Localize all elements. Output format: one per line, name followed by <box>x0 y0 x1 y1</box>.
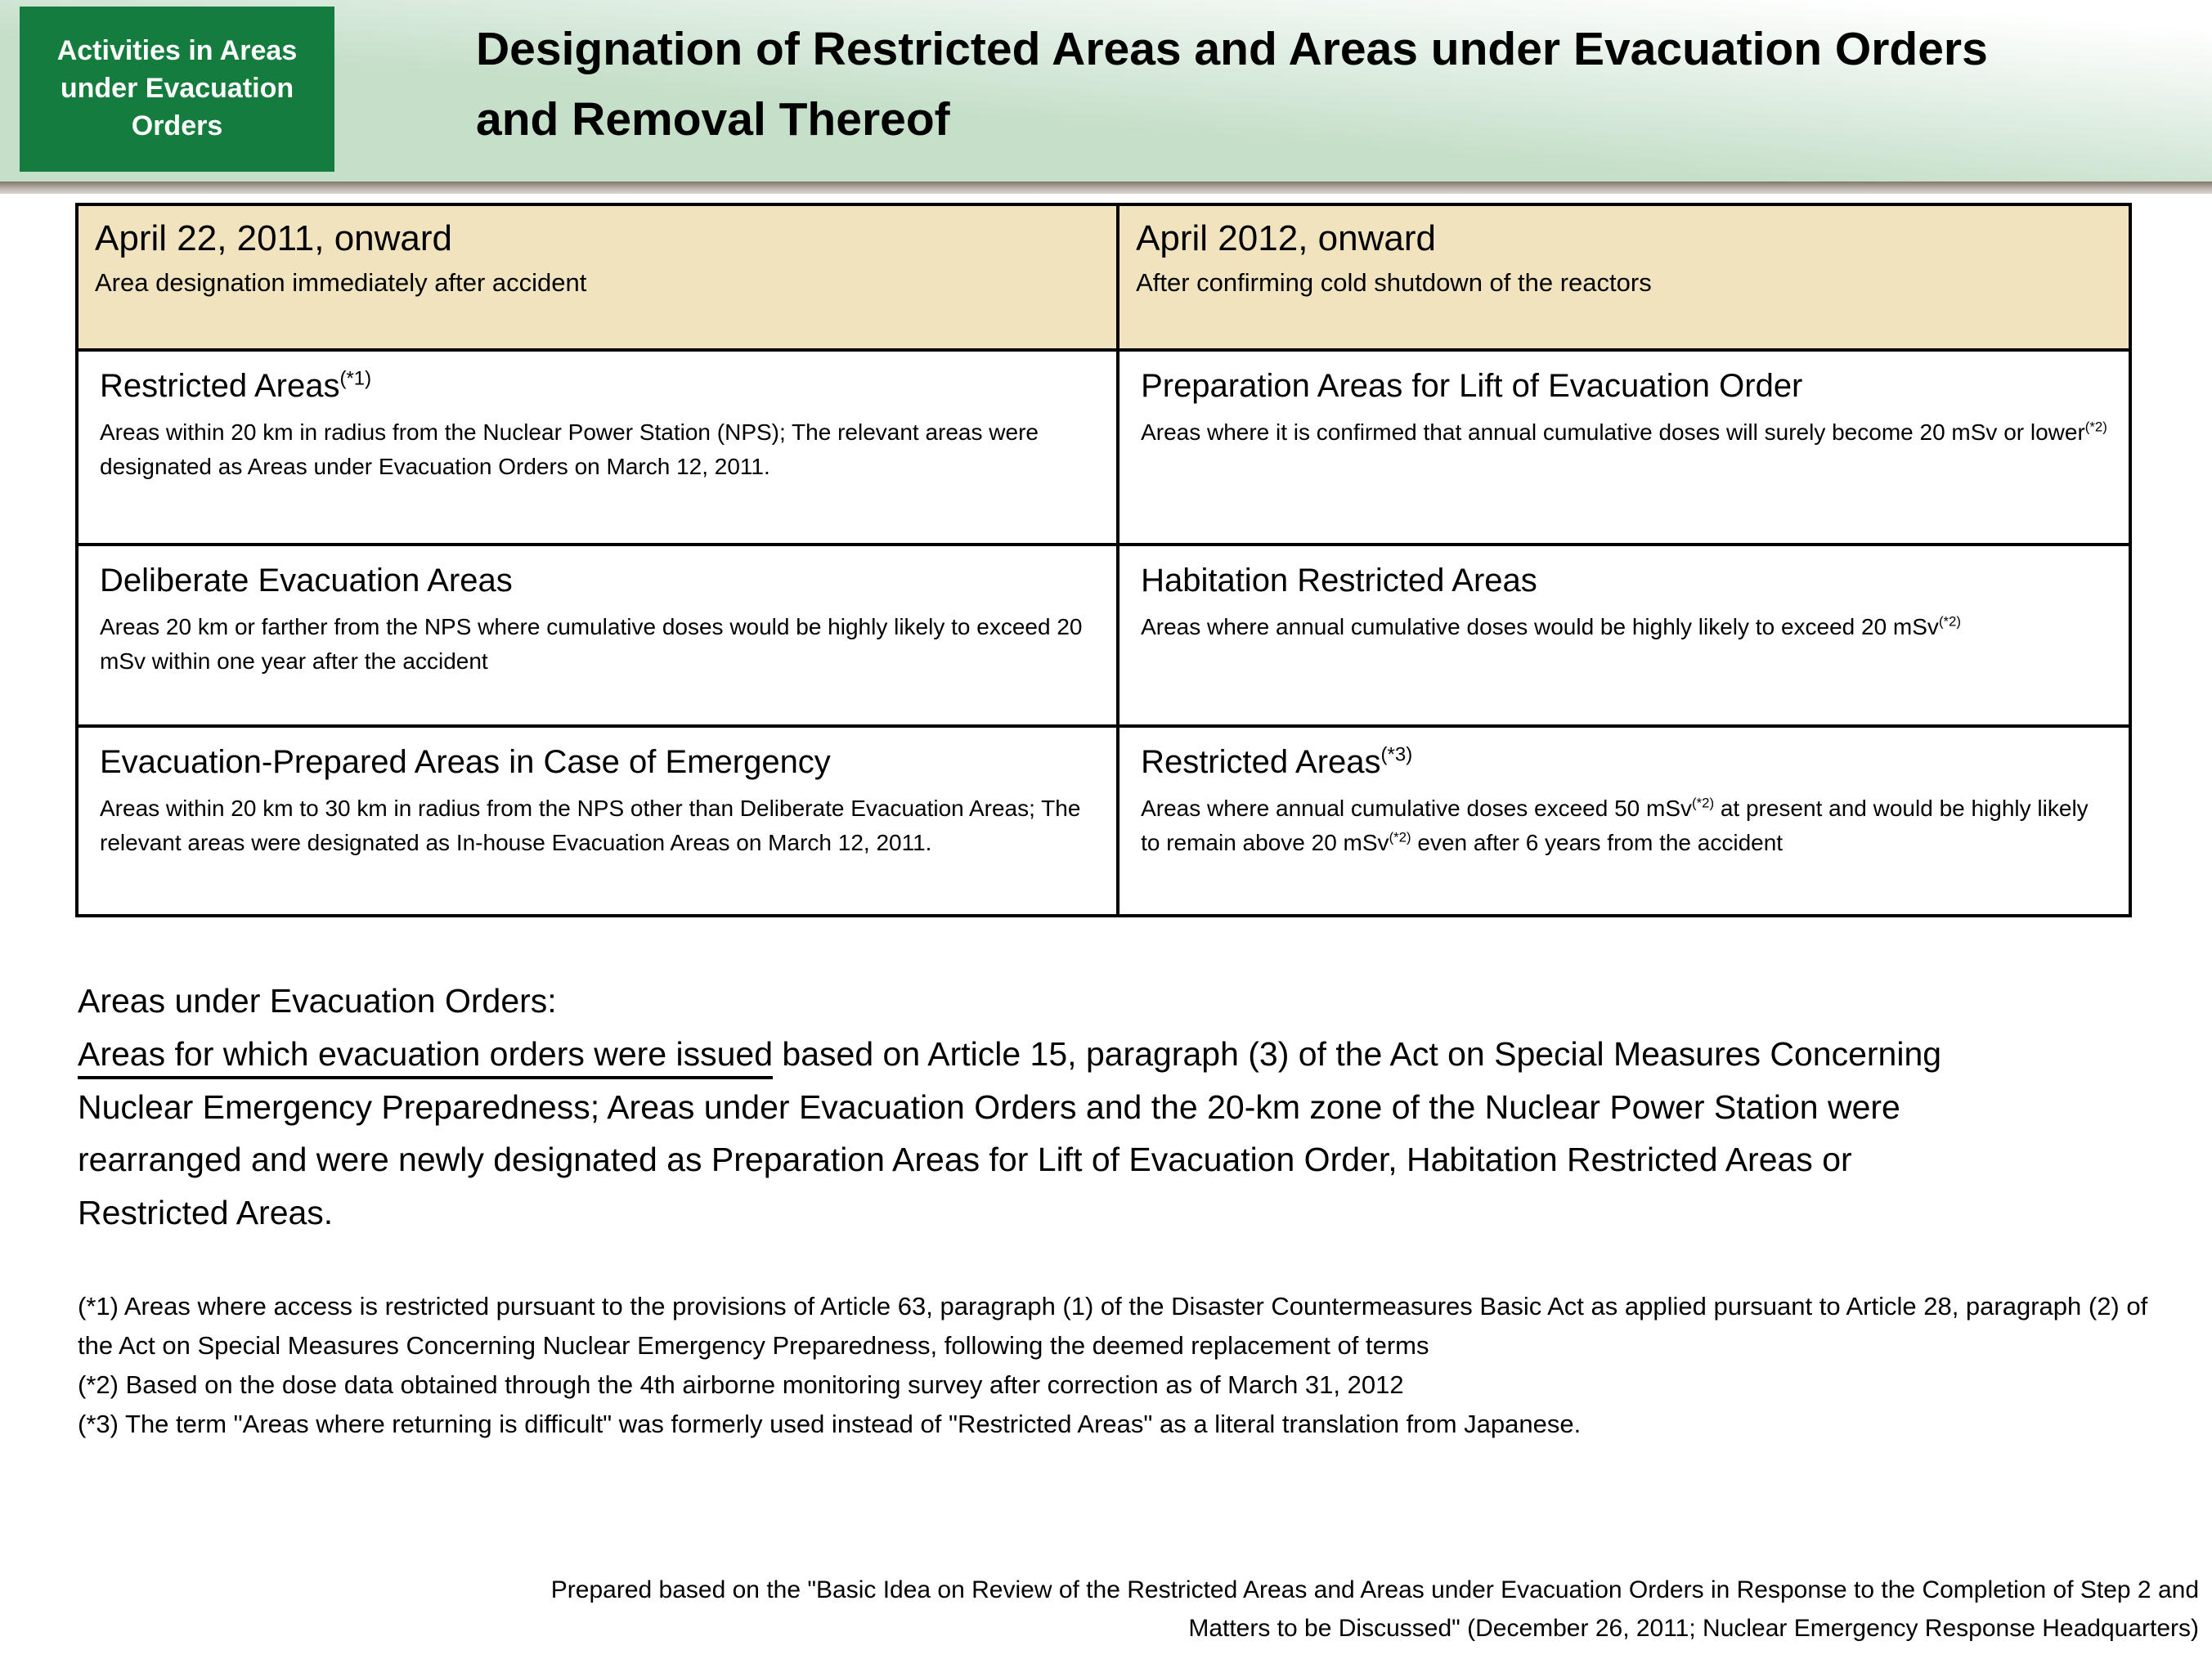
column-header-april-2012 <box>1118 204 2130 350</box>
area-description: Areas 20 km or farther from the NPS where cumulative doses would be highly likely to exceed 20 mSv within one year after the accident <box>100 614 1083 674</box>
area-title: Preparation Areas for Lift of Evacuation Order <box>1141 368 1803 404</box>
area-designation-table <box>75 203 2132 917</box>
table-row <box>77 545 2130 726</box>
banner-shadow-divider <box>0 182 2212 194</box>
definition-heading: Areas under Evacuation Orders: <box>78 982 557 1020</box>
cell-habitation-restricted-areas <box>1118 545 2130 726</box>
area-title: Evacuation-Prepared Areas in Case of Emergency <box>100 744 831 780</box>
footnote-2: (*2) Based on the dose data obtained through the 4th airborne monitoring survey after correction as of March 31, 2012 <box>78 1370 1404 1399</box>
page-title: Designation of Restricted Areas and Areas under Evacuation Orders and Removal Thereof <box>476 23 1988 146</box>
area-description: Areas where annual cumulative doses exceed 50 mSv$^{(*2)}$ at present and would be highly likely to remain above 20 mSv$^{(*2)}$ even after 6 years from the accident <box>1141 795 2089 855</box>
area-title: Restricted Areas$^{(*1)}$ <box>100 367 372 404</box>
column-header-april-2011 <box>77 204 1118 350</box>
evacuation-orders-definition <box>78 975 1991 1240</box>
area-description: Areas within 20 km in radius from the Nuclear Power Station (NPS); The relevant areas were designated as Areas under Evacuation Orders on March 12, 2011. <box>100 419 1039 479</box>
footnote-1: (*1) Areas where access is restricted pursuant to the provisions of Article 63, paragraph (1) of the Disaster Countermeasures Basic Act as applied pursuant to Article 28, paragraph (2) of the Act on Special Measures Concerning Nuclear Emergency Preparedness, following the deemed replacement of terms <box>78 1291 2148 1360</box>
table-row <box>77 726 2130 916</box>
column-header-title: April 2012, onward <box>1136 218 1436 258</box>
table-row <box>77 350 2130 545</box>
slide-category-badge: Activities in Areas under Evacuation Orders <box>20 7 334 172</box>
cell-evacuation-prepared-areas <box>77 726 1118 916</box>
area-title: Restricted Areas$^{(*3)}$ <box>1141 743 1413 780</box>
cell-restricted-areas-2012 <box>1118 726 2130 916</box>
table-header-row <box>77 204 2130 350</box>
footnotes <box>78 1287 2163 1444</box>
definition-underlined-phrase: Areas for which evacuation orders were issued <box>78 1035 773 1079</box>
column-header-title: April 22, 2011, onward <box>95 218 453 258</box>
source-attribution: Prepared based on the "Basic Idea on Review of the Restricted Areas and Areas under Evacuation Orders in Response to the Completion of Step 2 and Matters to be Discussed" (December 26, 2011; Nuclear Emergency Response Headquarters) <box>550 1576 2199 1642</box>
definition-body <box>78 1028 1991 1240</box>
area-title: Deliberate Evacuation Areas <box>100 563 513 599</box>
area-description: Areas where annual cumulative doses would be highly likely to exceed 20 mSv$^{(*2)}$ <box>1141 613 1961 639</box>
column-header-subtitle: After confirming cold shutdown of the reactors <box>1136 268 1652 298</box>
definition-rest: based on Article 15, paragraph (3) of the Act on Special Measures Concerning Nuclear Emergency Preparedness; Areas under Evacuation Orders and the 20-km zone of the Nuclear Power Station were rearranged and were newly designated as Preparation Areas for Lift of Evacuation Order, Habitation Restricted Areas or Restricted Areas. <box>78 1034 1942 1232</box>
cell-deliberate-evacuation-areas <box>77 545 1118 726</box>
column-header-subtitle: Area designation immediately after accident <box>95 268 587 298</box>
cell-preparation-areas <box>1118 350 2130 545</box>
area-description: Areas within 20 km to 30 km in radius from the NPS other than Deliberate Evacuation Areas; The relevant areas were designated as In-house Evacuation Areas on March 12, 2011. <box>100 796 1081 855</box>
cell-restricted-areas <box>77 350 1118 545</box>
area-title: Habitation Restricted Areas <box>1141 563 1537 599</box>
header-banner <box>0 0 2212 182</box>
footnote-3: (*3) The term "Areas where returning is difficult" was formerly used instead of "Restricted Areas" as a literal translation from Japanese. <box>78 1409 1582 1438</box>
area-description: Areas where it is confirmed that annual cumulative doses will surely become 20 mSv or lower$^{(*2)}$ <box>1141 419 2107 445</box>
